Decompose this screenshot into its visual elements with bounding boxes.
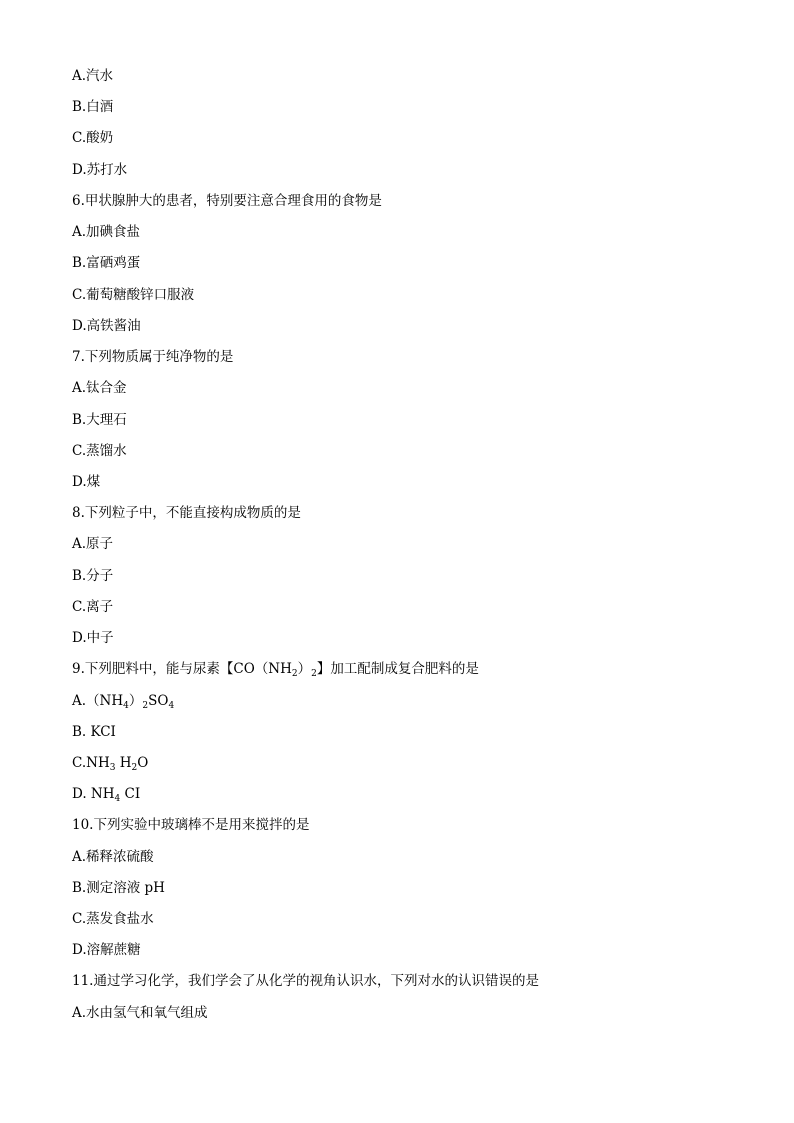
q9-c-subscript: 2	[131, 763, 138, 773]
q8-option-d: D.中子	[72, 630, 114, 646]
q7-stem: 7.下列物质属于纯净物的是	[72, 349, 234, 365]
q11-stem: 11.通过学习化学，我们学会了从化学的视角认识水，下列对水的认识错误的是	[72, 973, 539, 989]
q5-option-b: B.白酒	[72, 99, 114, 115]
q9-stem-part: 9.下列肥料中，能与尿素【CO（NH	[72, 661, 292, 677]
q9-stem-part: ）	[297, 661, 312, 677]
q9-c-part: C.NH	[72, 755, 110, 771]
q9-d-part: D. NH	[72, 786, 115, 802]
q9-stem-subscript: 2	[291, 669, 298, 679]
q10-stem: 10.下列实验中玻璃棒不是用来搅拌的是	[72, 817, 310, 833]
q9-option-a	[72, 692, 174, 710]
q10-option-a: A.稀释浓硫酸	[72, 849, 154, 865]
q7-option-b: B.大理石	[72, 412, 127, 428]
q7-option-a: A.钛合金	[72, 380, 127, 396]
q5-option-a: A.汽水	[72, 68, 114, 84]
q6-option-b: B.富硒鸡蛋	[72, 255, 141, 271]
q8-stem: 8.下列粒子中，不能直接构成物质的是	[72, 505, 301, 521]
q9-a-part: ）	[128, 693, 143, 709]
q6-option-a: A.加碘食盐	[72, 224, 141, 240]
q9-a-part: A.（NH	[72, 693, 124, 709]
q6-option-d: D.高铁酱油	[72, 318, 141, 334]
q6-stem: 6.甲状腺肿大的患者，特别要注意合理食用的食物是	[72, 193, 382, 209]
q5-option-c: C.酸奶	[72, 130, 114, 146]
q9-option-d	[72, 785, 140, 803]
q10-option-b: B.测定溶液 pH	[72, 880, 165, 896]
q11-option-a: A.水由氢气和氧气组成	[72, 1005, 208, 1021]
q9-option-c	[72, 754, 148, 772]
q9-stem	[72, 660, 479, 678]
q9-option-b: B. KCI	[72, 724, 116, 740]
q9-d-subscript: 4	[114, 794, 121, 804]
q5-option-d: D.苏打水	[72, 162, 128, 178]
q7-option-d: D.煤	[72, 474, 101, 490]
q8-option-a: A.原子	[72, 536, 114, 552]
q9-a-subscript: 4	[168, 701, 175, 711]
q9-stem-subscript: 2	[311, 669, 317, 679]
q8-option-b: B.分子	[72, 568, 114, 584]
q9-a-subscript: 4	[123, 701, 129, 711]
q9-c-part: H	[115, 755, 132, 771]
q9-stem-part: 】加工配制成复合肥料的是	[316, 661, 479, 677]
q9-a-part: SO	[148, 693, 169, 709]
q6-option-c: C.葡萄糖酸锌口服液	[72, 287, 195, 303]
q7-option-c: C.蒸馏水	[72, 443, 127, 459]
q9-a-subscript: 2	[142, 701, 149, 711]
q8-option-c: C.离子	[72, 599, 114, 615]
q9-d-part: CI	[120, 786, 141, 802]
q10-option-d: D.溶解蔗糖	[72, 942, 141, 958]
q9-c-part: O	[137, 755, 149, 771]
q9-c-subscript: 3	[109, 763, 116, 773]
q10-option-c: C.蒸发食盐水	[72, 911, 154, 927]
